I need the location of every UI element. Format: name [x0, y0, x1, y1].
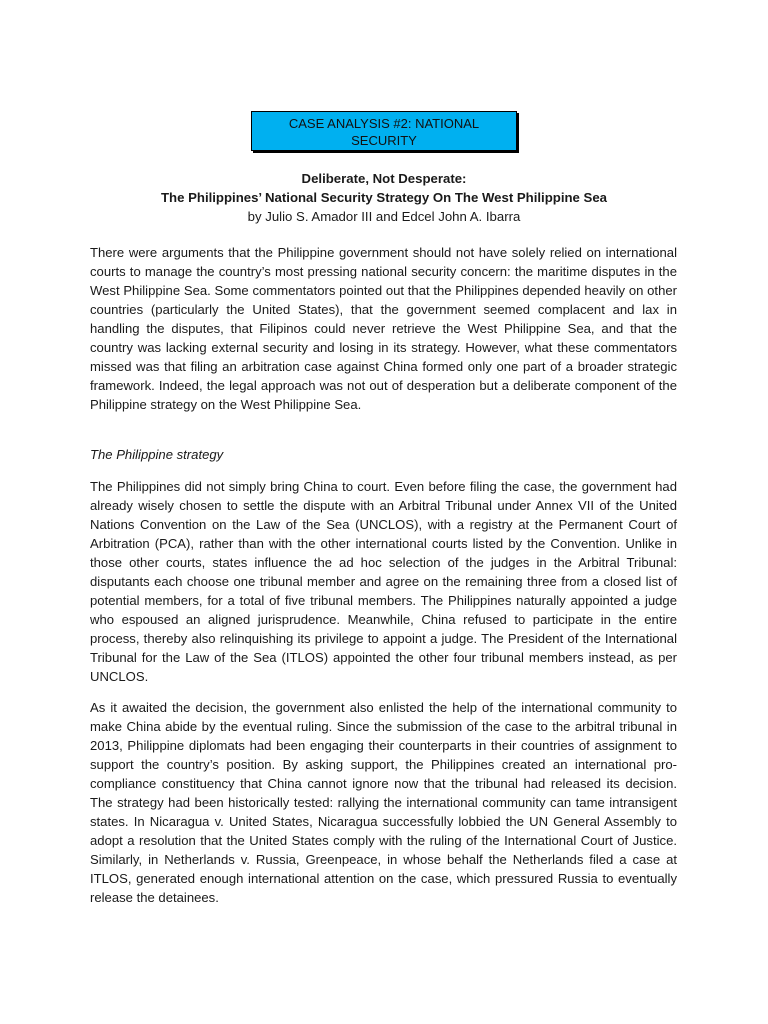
- article-title-line-2: The Philippines’ National Security Strategy On The West Philippine Sea: [160, 190, 608, 205]
- paragraph-intro: There were arguments that the Philippine government should not have solely relied on international courts to manage the country’s most pressing national security concern: the maritime disputes in the West Philippine Sea. Some commentators pointed out that the Philippines depended heavily on other countries (particularly the United States), that the government seemed complacent and lax in handling the disputes, that Filipinos could never retrieve the West Philippine Sea, and that the country was lacking external security and losing in its strategy. However, what these commentators missed was that filing an arbitration case against China formed only one part of a broader strategic framework. Indeed, the legal approach was not out of desperation but a deliberate component of the Philippine strategy on the West Philippine Sea.: [90, 245, 677, 412]
- case-title-line-1: CASE ANALYSIS #2: NATIONAL: [288, 116, 480, 131]
- paragraph-strategy: The Philippines did not simply bring China to court. Even before filing the case, the government had already wisely chosen to settle the dispute with an Arbitral Tribunal under Annex VII of the United Nations Convention on the Law of the Sea (UNCLOS), with a registry at the Permanent Court of Arbitration (PCA), rather than with the other international courts listed by the Convention. Unlike in those other courts, states influence the ad hoc selection of the judges in the Arbitral Tribunal: disputants each choose one tribunal member and agree on the remaining three from a closed list of potential members, for a total of five tribunal members. The Philippines naturally appointed a judge who espoused an aligned jurisprudence. Meanwhile, China refused to participate in the entire process, thereby also relinquishing its privilege to appoint a judge. The President of the International Tribunal for the Law of the Sea (ITLOS) appointed the other four tribunal members instead, as per UNCLOS.: [90, 479, 677, 684]
- section-subheading: The Philippine strategy: [90, 447, 224, 462]
- article-byline: by Julio S. Amador III and Edcel John A. Ibarra: [247, 209, 521, 224]
- paragraph-international-support: As it awaited the decision, the government also enlisted the help of the international community to make China abide by the eventual ruling. Since the submission of the case to the arbitral tribunal in 2013, Philippine diplomats had been engaging their counterparts in their countries of assignment to support the country’s position. By asking support, the Philippines created an international pro-compliance constituency that China cannot ignore now that the tribunal had released its decision. The strategy had been historically tested: rallying the international community can tame intransigent states. In Nicaragua v. United States, Nicaragua successfully lobbied the UN General Assembly to adopt a resolution that the United States comply with the ruling of the International Court of Justice. Similarly, in Netherlands v. Russia, Greenpeace, in whose behalf the Netherlands filed a case at ITLOS, generated enough international attention on the case, which pressured Russia to eventually release the detainees.: [90, 700, 677, 905]
- article-title-line-1: Deliberate, Not Desperate:: [301, 171, 467, 186]
- case-title-line-2: SECURITY: [351, 133, 417, 148]
- case-analysis-title-box: [251, 111, 517, 151]
